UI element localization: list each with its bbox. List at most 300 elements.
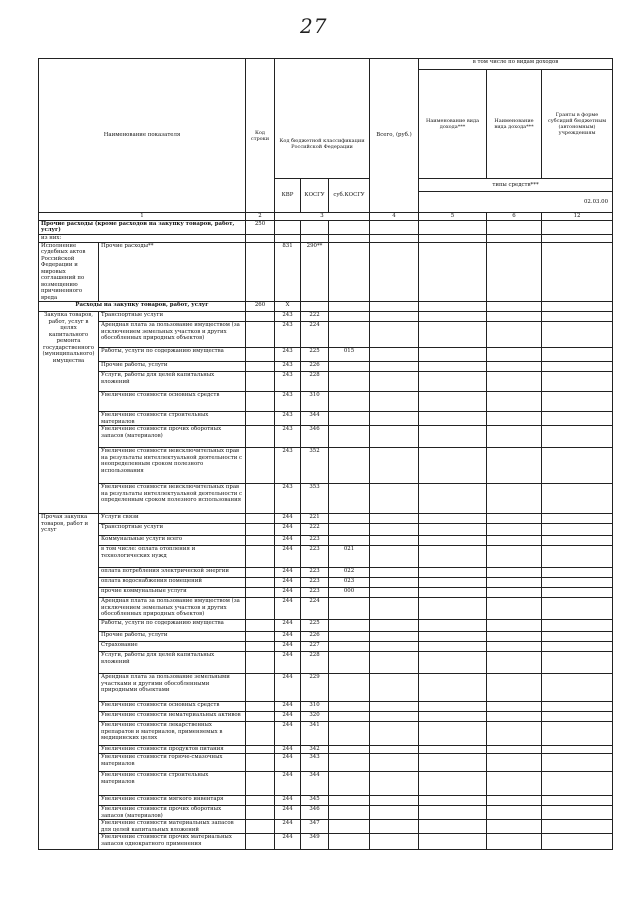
header-budget-classification: Код бюджетной классификации Российской Федерации bbox=[275, 59, 370, 179]
table-row bbox=[39, 426, 613, 448]
row-kosgu: 228 bbox=[301, 652, 329, 674]
row-income-1 bbox=[419, 426, 487, 448]
row-kosgu: 226 bbox=[301, 632, 329, 642]
row-kosgu: 346 bbox=[301, 806, 329, 820]
row-kvr: 243 bbox=[275, 448, 301, 484]
row-code-cell bbox=[246, 568, 275, 578]
row-code-cell bbox=[246, 426, 275, 448]
row-sub-kosgu bbox=[329, 722, 370, 746]
table-row bbox=[39, 632, 613, 642]
row-income-1 bbox=[419, 746, 487, 754]
row-kvr: 244 bbox=[275, 746, 301, 754]
row-name: Работы, услуги по содержанию имущества bbox=[99, 348, 246, 362]
row-income-1 bbox=[419, 348, 487, 362]
row-total bbox=[370, 426, 419, 448]
row-total bbox=[370, 820, 419, 834]
row-kvr: 244 bbox=[275, 702, 301, 712]
row-income-2 bbox=[487, 598, 542, 620]
row-income-2 bbox=[487, 322, 542, 348]
row-kosgu: 225 bbox=[301, 620, 329, 632]
purchases-mark: X bbox=[275, 302, 301, 312]
row-sub-kosgu bbox=[329, 806, 370, 820]
row-income-2 bbox=[487, 754, 542, 772]
row-total bbox=[370, 746, 419, 754]
row-kosgu: 223 bbox=[301, 588, 329, 598]
col-number-3: 3 bbox=[275, 213, 370, 221]
row-name: Увеличение стоимости горюче-смазочных материалов bbox=[99, 754, 246, 772]
row-name: оплата водоснабжения помещений bbox=[99, 578, 246, 588]
group_243-label: Закупка товаров, работ, услуг в целях капитального ремонта государственного (муниципального) имущества bbox=[39, 312, 99, 514]
header-fund-types-cell bbox=[419, 179, 613, 213]
row-kosgu: 224 bbox=[301, 322, 329, 348]
row-sub-kosgu bbox=[329, 514, 370, 524]
row-kvr: 244 bbox=[275, 820, 301, 834]
table-row bbox=[39, 448, 613, 484]
court-acts-group: Исполнение судебных актов Российской Федерации и мировых соглашений по возмещению причиненного вреда bbox=[39, 242, 99, 301]
row-income-1 bbox=[419, 588, 487, 598]
row-sub-kosgu bbox=[329, 834, 370, 850]
row-income-1 bbox=[419, 796, 487, 806]
row-name: Страхование bbox=[99, 642, 246, 652]
header-sub-kosgu: суб.КОСГУ bbox=[329, 179, 370, 213]
header-income-type-1: Наименование вида дохода*** bbox=[419, 70, 487, 179]
table-row bbox=[39, 524, 613, 536]
row-income-1 bbox=[419, 712, 487, 722]
row-income-1 bbox=[419, 754, 487, 772]
row-sub-kosgu bbox=[329, 796, 370, 806]
row-grants bbox=[542, 722, 613, 746]
row-sub-kosgu bbox=[329, 772, 370, 796]
table-row bbox=[39, 620, 613, 632]
row-income-1 bbox=[419, 536, 487, 546]
row-name: Увеличение стоимости прочих оборотных запасов (материалов) bbox=[99, 806, 246, 820]
col-number-5: 5 bbox=[419, 213, 487, 221]
row-income-2 bbox=[487, 588, 542, 598]
row-income-2 bbox=[487, 412, 542, 426]
row-name: Увеличение стоимости лекарственных препаратов и материалов, применяемых в медицинских целях bbox=[99, 722, 246, 746]
table-row bbox=[39, 806, 613, 820]
row-kvr: 243 bbox=[275, 392, 301, 412]
row-kosgu: 223 bbox=[301, 578, 329, 588]
row-name: Услуги, работы для целей капитальных вложений bbox=[99, 372, 246, 392]
header-kosgu: КОСГУ bbox=[301, 179, 329, 213]
row-sub-kosgu bbox=[329, 322, 370, 348]
row-total bbox=[370, 674, 419, 702]
row-name: Увеличение стоимости основных средств bbox=[99, 702, 246, 712]
table-row bbox=[39, 796, 613, 806]
row-kvr: 244 bbox=[275, 536, 301, 546]
row-grants bbox=[542, 536, 613, 546]
row-income-1 bbox=[419, 578, 487, 588]
row-kosgu: 221 bbox=[301, 514, 329, 524]
row-kvr: 244 bbox=[275, 772, 301, 796]
row-income-2 bbox=[487, 806, 542, 820]
row-income-2 bbox=[487, 546, 542, 568]
row-sub-kosgu bbox=[329, 754, 370, 772]
row-total bbox=[370, 546, 419, 568]
header-row-code: Код строки bbox=[246, 59, 275, 213]
row-total bbox=[370, 642, 419, 652]
row-sub-kosgu bbox=[329, 448, 370, 484]
row-kvr: 244 bbox=[275, 568, 301, 578]
row-kvr: 244 bbox=[275, 642, 301, 652]
row-kosgu: 225 bbox=[301, 348, 329, 362]
row-income-2 bbox=[487, 820, 542, 834]
row-grants bbox=[542, 820, 613, 834]
table-row bbox=[39, 746, 613, 754]
row-code-cell bbox=[246, 620, 275, 632]
table-row bbox=[39, 588, 613, 598]
row-name: Увеличение стоимости неисключительных прав на результаты интеллектуальной деятельности с определенным сроком полезного использования bbox=[99, 484, 246, 514]
row-code-cell bbox=[246, 546, 275, 568]
col-number-1: 1 bbox=[39, 213, 246, 221]
row-name: Транспортные услуги bbox=[99, 524, 246, 536]
row-income-2 bbox=[487, 362, 542, 372]
row-total bbox=[370, 524, 419, 536]
table-row bbox=[39, 322, 613, 348]
col-number-4: 4 bbox=[370, 213, 419, 221]
row-sub-kosgu bbox=[329, 392, 370, 412]
row-kvr: 243 bbox=[275, 412, 301, 426]
row-income-2 bbox=[487, 426, 542, 448]
row-total bbox=[370, 312, 419, 322]
row-code-cell bbox=[246, 796, 275, 806]
row-grants bbox=[542, 834, 613, 850]
other-expenses-title: Прочие расходы (кроме расходов на закупку товаров, работ, услуг) bbox=[39, 221, 246, 235]
row-sub-kosgu: 023 bbox=[329, 578, 370, 588]
purchases-code: 260 bbox=[246, 302, 275, 312]
row-income-2 bbox=[487, 448, 542, 484]
row-sub-kosgu bbox=[329, 362, 370, 372]
row-kvr: 243 bbox=[275, 322, 301, 348]
row-name: Увеличение стоимости материальных запасов для целей капитальных вложений bbox=[99, 820, 246, 834]
row-code-cell bbox=[246, 412, 275, 426]
row-income-1 bbox=[419, 820, 487, 834]
row-income-2 bbox=[487, 652, 542, 674]
row-kvr: 244 bbox=[275, 620, 301, 632]
row-income-2 bbox=[487, 632, 542, 642]
row-income-1 bbox=[419, 372, 487, 392]
other-expenses-kosgu: 290** bbox=[301, 242, 329, 301]
row-code-cell bbox=[246, 588, 275, 598]
row-kosgu: 223 bbox=[301, 546, 329, 568]
row-kvr: 244 bbox=[275, 652, 301, 674]
row-grants bbox=[542, 754, 613, 772]
row-grants bbox=[542, 426, 613, 448]
row-kosgu: 344 bbox=[301, 412, 329, 426]
row-income-1 bbox=[419, 322, 487, 348]
row-grants bbox=[542, 598, 613, 620]
table-row bbox=[39, 598, 613, 620]
row-income-1 bbox=[419, 642, 487, 652]
row-kvr: 244 bbox=[275, 834, 301, 850]
row-income-1 bbox=[419, 514, 487, 524]
row-kvr: 243 bbox=[275, 426, 301, 448]
row-code-cell bbox=[246, 598, 275, 620]
row-income-1 bbox=[419, 392, 487, 412]
table-row bbox=[39, 820, 613, 834]
row-code-cell bbox=[246, 322, 275, 348]
row-kvr: 244 bbox=[275, 524, 301, 536]
row-code-cell bbox=[246, 448, 275, 484]
row-kvr: 244 bbox=[275, 796, 301, 806]
row-income-1 bbox=[419, 312, 487, 322]
row-income-1 bbox=[419, 448, 487, 484]
row-grants bbox=[542, 392, 613, 412]
row-kvr: 244 bbox=[275, 754, 301, 772]
row-total bbox=[370, 620, 419, 632]
row-income-1 bbox=[419, 652, 487, 674]
row-total bbox=[370, 514, 419, 524]
row-name: Увеличение стоимости строительных материалов bbox=[99, 772, 246, 796]
row-income-2 bbox=[487, 620, 542, 632]
row-total bbox=[370, 392, 419, 412]
row-kosgu: 222 bbox=[301, 312, 329, 322]
row-grants bbox=[542, 712, 613, 722]
row-total bbox=[370, 796, 419, 806]
row-name: Прочие работы, услуги bbox=[99, 632, 246, 642]
row-kvr: 243 bbox=[275, 484, 301, 514]
other-expenses-code: 250 bbox=[246, 221, 275, 235]
row-name: Работы, услуги по содержанию имущества bbox=[99, 620, 246, 632]
row-grants bbox=[542, 702, 613, 712]
row-code-cell bbox=[246, 806, 275, 820]
row-kosgu: 228 bbox=[301, 372, 329, 392]
header-fund-types: типы средств*** bbox=[419, 179, 612, 192]
row-sub-kosgu bbox=[329, 484, 370, 514]
row-income-2 bbox=[487, 536, 542, 546]
row-kosgu: 222 bbox=[301, 524, 329, 536]
row-name: Увеличение стоимости нематериальных активов bbox=[99, 712, 246, 722]
row-kvr: 243 bbox=[275, 372, 301, 392]
row-kvr: 243 bbox=[275, 348, 301, 362]
row-kosgu: 310 bbox=[301, 392, 329, 412]
row-sub-kosgu: 022 bbox=[329, 568, 370, 578]
row-income-1 bbox=[419, 546, 487, 568]
row-code-cell bbox=[246, 514, 275, 524]
row-code-cell bbox=[246, 674, 275, 702]
row-name: Коммунальные услуги всего bbox=[99, 536, 246, 546]
row-kosgu: 352 bbox=[301, 448, 329, 484]
row-grants bbox=[542, 546, 613, 568]
row-name: в том числе: оплата отопления и технологических нужд bbox=[99, 546, 246, 568]
row-income-1 bbox=[419, 722, 487, 746]
row-total bbox=[370, 652, 419, 674]
row-sub-kosgu bbox=[329, 598, 370, 620]
row-name: Увеличение стоимости прочих оборотных запасов (материалов) bbox=[99, 426, 246, 448]
row-code-cell bbox=[246, 702, 275, 712]
row-income-1 bbox=[419, 568, 487, 578]
table-row bbox=[39, 642, 613, 652]
row-income-2 bbox=[487, 834, 542, 850]
col-number-6: 6 bbox=[487, 213, 542, 221]
row-income-2 bbox=[487, 722, 542, 746]
row-name: Увеличение стоимости мягкого инвентаря bbox=[99, 796, 246, 806]
row-income-2 bbox=[487, 524, 542, 536]
row-total bbox=[370, 806, 419, 820]
row-kosgu: 223 bbox=[301, 536, 329, 546]
other-expenses-kvr: 831 bbox=[275, 242, 301, 301]
group_244-label: Прочая закупка товаров, работ и услуг bbox=[39, 514, 99, 850]
row-kosgu: 226 bbox=[301, 362, 329, 372]
row-sub-kosgu bbox=[329, 620, 370, 632]
row-kosgu: 224 bbox=[301, 598, 329, 620]
row-sub-kosgu bbox=[329, 372, 370, 392]
row-kvr: 244 bbox=[275, 712, 301, 722]
table-row bbox=[39, 834, 613, 850]
row-name: Увеличение стоимости основных средств bbox=[99, 392, 246, 412]
row-sub-kosgu bbox=[329, 426, 370, 448]
table-row bbox=[39, 754, 613, 772]
table-row bbox=[39, 546, 613, 568]
row-income-1 bbox=[419, 834, 487, 850]
row-code-cell bbox=[246, 746, 275, 754]
row-sub-kosgu bbox=[329, 712, 370, 722]
row-code-cell bbox=[246, 722, 275, 746]
row-total bbox=[370, 412, 419, 426]
row-income-2 bbox=[487, 746, 542, 754]
purchases-title: Расходы на закупку товаров, работ, услуг bbox=[39, 302, 246, 312]
row-name: Транспортные услуги bbox=[99, 312, 246, 322]
row-code-cell bbox=[246, 372, 275, 392]
row-kosgu: 346 bbox=[301, 426, 329, 448]
row-kvr: 244 bbox=[275, 722, 301, 746]
row-name: Прочие работы, услуги bbox=[99, 362, 246, 372]
row-income-1 bbox=[419, 620, 487, 632]
row-grants bbox=[542, 448, 613, 484]
row-kvr: 244 bbox=[275, 546, 301, 568]
row-kosgu: 344 bbox=[301, 772, 329, 796]
row-sub-kosgu bbox=[329, 652, 370, 674]
table-row bbox=[39, 772, 613, 796]
row-name: Увеличение стоимости прочих материальных запасов однократного применения bbox=[99, 834, 246, 850]
row-total bbox=[370, 722, 419, 746]
row-total bbox=[370, 568, 419, 578]
row-kvr: 244 bbox=[275, 598, 301, 620]
row-grants bbox=[542, 524, 613, 536]
row-total bbox=[370, 322, 419, 348]
row-name: Увеличение стоимости неисключительных прав на результаты интеллектуальной деятельности с неопределенным сроком полезного использования bbox=[99, 448, 246, 484]
financial-plan-table bbox=[38, 58, 613, 850]
row-code-cell bbox=[246, 652, 275, 674]
table-row bbox=[39, 536, 613, 546]
table-row bbox=[39, 578, 613, 588]
row-kvr: 244 bbox=[275, 578, 301, 588]
row-name: Арендная плата за пользование имуществом (за исключением земельных участков и других обособленных природных объектов) bbox=[99, 598, 246, 620]
row-grants bbox=[542, 806, 613, 820]
row-code-cell bbox=[246, 392, 275, 412]
row-code-cell bbox=[246, 642, 275, 652]
row-income-2 bbox=[487, 674, 542, 702]
table-row bbox=[39, 712, 613, 722]
row-grants bbox=[542, 578, 613, 588]
col-number-12: 12 bbox=[542, 213, 613, 221]
row-grants bbox=[542, 652, 613, 674]
table-row bbox=[39, 392, 613, 412]
row-grants bbox=[542, 322, 613, 348]
row-kvr: 244 bbox=[275, 674, 301, 702]
row-grants bbox=[542, 674, 613, 702]
table-row bbox=[39, 722, 613, 746]
row-name: Увеличение стоимости строительных материалов bbox=[99, 412, 246, 426]
row-code-cell bbox=[246, 712, 275, 722]
row-kvr: 244 bbox=[275, 806, 301, 820]
row-kosgu: 223 bbox=[301, 568, 329, 578]
row-income-1 bbox=[419, 524, 487, 536]
row-total bbox=[370, 372, 419, 392]
row-name: Увеличение стоимости продуктов питания bbox=[99, 746, 246, 754]
row-income-1 bbox=[419, 412, 487, 426]
col-number-2: 2 bbox=[246, 213, 275, 221]
row-grants bbox=[542, 362, 613, 372]
row-total bbox=[370, 484, 419, 514]
row-income-1 bbox=[419, 598, 487, 620]
row-income-2 bbox=[487, 796, 542, 806]
row-code-cell bbox=[246, 536, 275, 546]
row-kvr: 244 bbox=[275, 588, 301, 598]
row-total bbox=[370, 598, 419, 620]
row-sub-kosgu: 021 bbox=[329, 546, 370, 568]
header-kvr: КВР bbox=[275, 179, 301, 213]
row-kosgu: 310 bbox=[301, 702, 329, 712]
row-grants bbox=[542, 796, 613, 806]
header-indicator-name: Наименование показателя bbox=[39, 59, 246, 213]
row-total bbox=[370, 362, 419, 372]
table-row bbox=[39, 348, 613, 362]
row-kosgu: 342 bbox=[301, 746, 329, 754]
row-income-2 bbox=[487, 772, 542, 796]
row-total bbox=[370, 702, 419, 712]
row-sub-kosgu bbox=[329, 312, 370, 322]
row-code-cell bbox=[246, 348, 275, 362]
row-kvr: 243 bbox=[275, 312, 301, 322]
row-kosgu: 349 bbox=[301, 834, 329, 850]
row-grants bbox=[542, 632, 613, 642]
row-code-cell bbox=[246, 524, 275, 536]
row-income-1 bbox=[419, 772, 487, 796]
table-row bbox=[39, 312, 613, 322]
row-grants bbox=[542, 746, 613, 754]
row-code-cell bbox=[246, 772, 275, 796]
other-expenses-item: Прочие расходы** bbox=[99, 242, 246, 301]
row-sub-kosgu bbox=[329, 642, 370, 652]
row-income-1 bbox=[419, 806, 487, 820]
row-kosgu: 345 bbox=[301, 796, 329, 806]
row-grants bbox=[542, 348, 613, 362]
row-income-1 bbox=[419, 362, 487, 372]
table-row bbox=[39, 702, 613, 712]
table-row bbox=[39, 412, 613, 426]
row-code-cell bbox=[246, 820, 275, 834]
row-name: оплата потребления электрической энергии bbox=[99, 568, 246, 578]
row-total bbox=[370, 834, 419, 850]
row-grants bbox=[542, 642, 613, 652]
header-including-by-income: в том числе по видам доходов bbox=[419, 59, 613, 70]
row-kosgu: 227 bbox=[301, 642, 329, 652]
row-sub-kosgu bbox=[329, 524, 370, 536]
row-grants bbox=[542, 484, 613, 514]
row-code-cell bbox=[246, 362, 275, 372]
row-grants bbox=[542, 588, 613, 598]
row-name: Услуги, работы для целей капитальных вложений bbox=[99, 652, 246, 674]
row-kosgu: 347 bbox=[301, 820, 329, 834]
table-row bbox=[39, 372, 613, 392]
row-income-2 bbox=[487, 312, 542, 322]
row-income-1 bbox=[419, 632, 487, 642]
row-total bbox=[370, 772, 419, 796]
row-grants bbox=[542, 772, 613, 796]
of-which-label: из них: bbox=[39, 234, 246, 242]
